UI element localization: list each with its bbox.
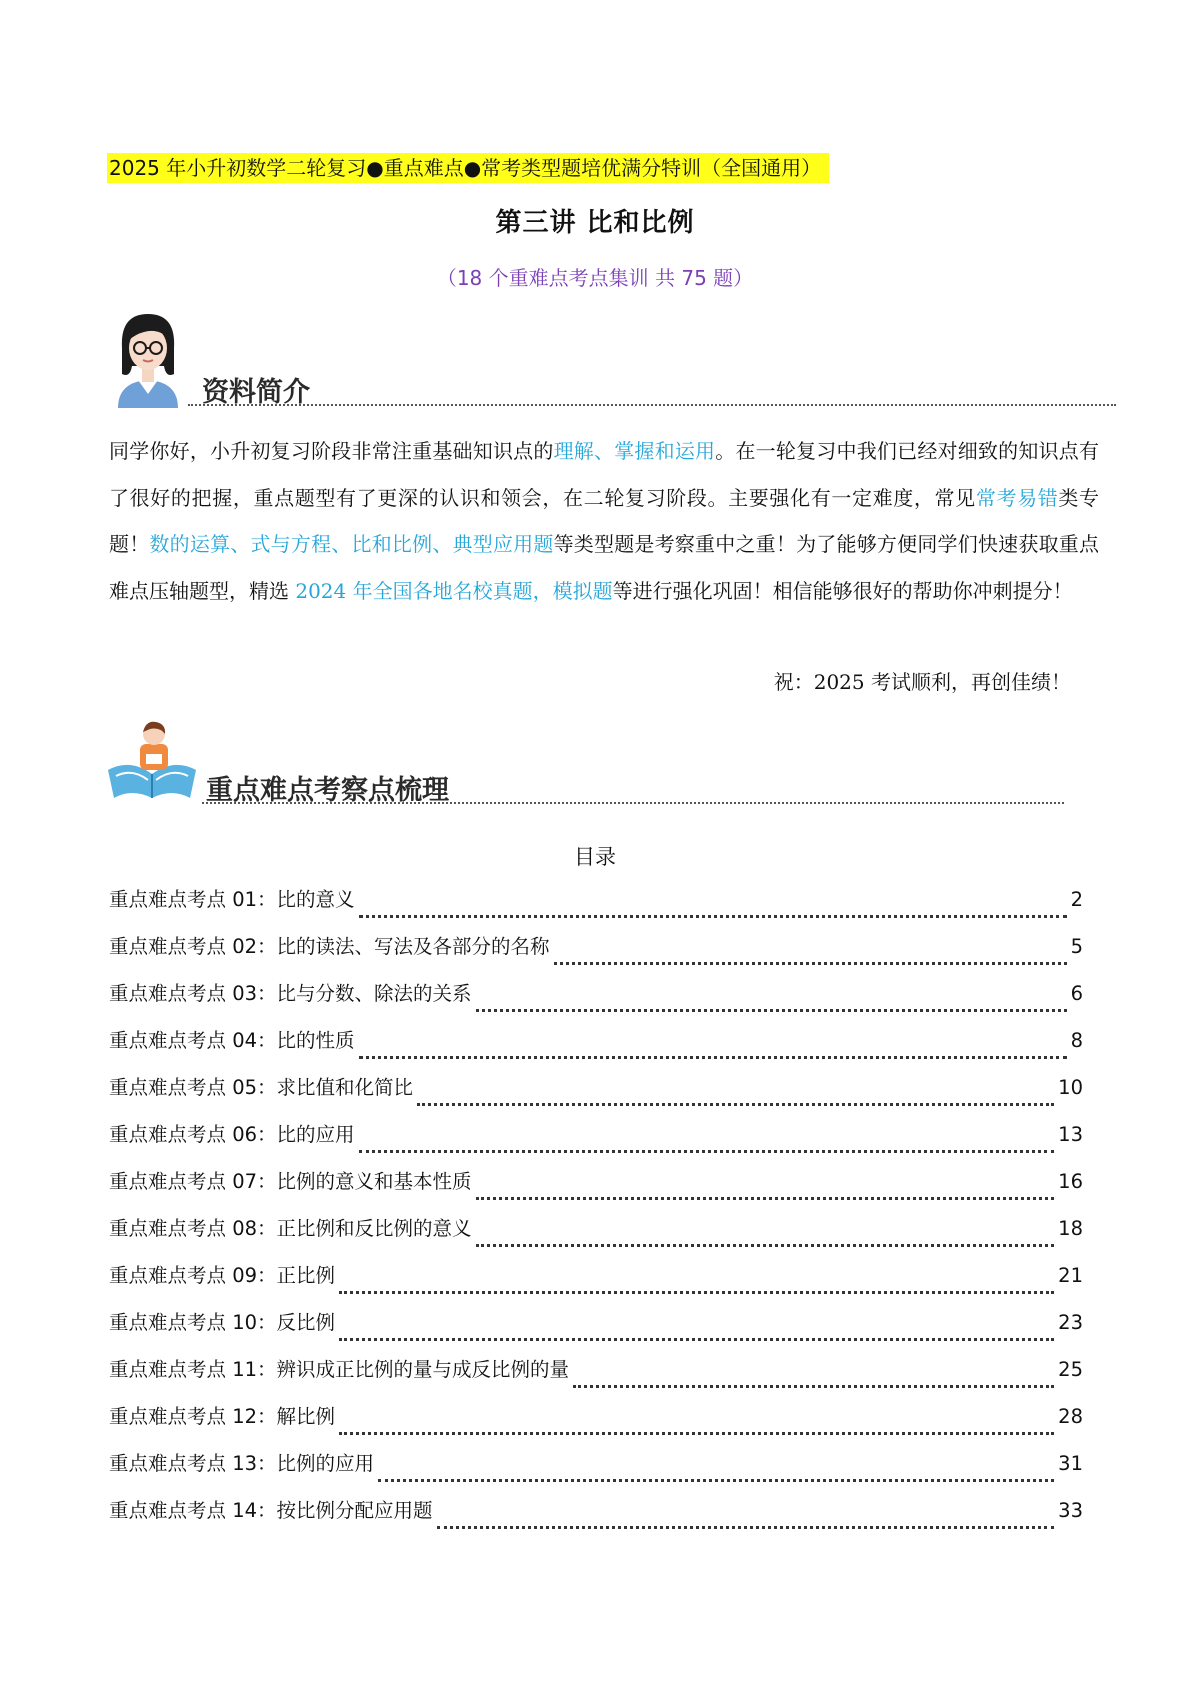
toc-entry[interactable]: [109, 1213, 1083, 1260]
toc-entry-label: 重点难点考点 14：按比例分配应用题: [109, 1499, 433, 1522]
toc-entry-label: 重点难点考点 12：解比例: [109, 1405, 336, 1428]
toc-entry-page: 10: [1058, 1076, 1083, 1099]
toc-entry-label: 重点难点考点 08：正比例和反比例的意义: [109, 1217, 472, 1240]
toc-entry-page: 25: [1058, 1358, 1083, 1381]
closing-wish: 祝：2025 考试顺利，再创佳绩！: [773, 670, 1071, 694]
lecture-subtitle: （18 个重难点考点集训 共 75 题）: [436, 266, 754, 290]
highlight-text: 理解、掌握和运用: [553, 439, 716, 463]
toc-leader-dots: [417, 1102, 1054, 1106]
toc-entry-label: 重点难点考点 05：求比值和化简比: [109, 1076, 414, 1099]
toc-entry-page: 31: [1058, 1452, 1083, 1475]
toc-leader-dots: [359, 914, 1067, 918]
toc-entry-page: 16: [1058, 1170, 1083, 1193]
toc-leader-dots: [339, 1431, 1054, 1435]
teacher-avatar-icon: [108, 308, 188, 408]
toc-entry-page: 2: [1070, 888, 1083, 911]
lecture-title: 第三讲 比和比例: [495, 208, 695, 238]
toc-entry-page: 13: [1058, 1123, 1083, 1146]
toc-entry-label: 重点难点考点 13：比例的应用: [109, 1452, 375, 1475]
toc-entry-page: 18: [1058, 1217, 1083, 1240]
toc-entry[interactable]: [109, 1495, 1083, 1542]
toc-entry[interactable]: [109, 1119, 1083, 1166]
toc-leader-dots: [339, 1290, 1054, 1294]
toc-entry-page: 28: [1058, 1405, 1083, 1428]
toc-entry[interactable]: [109, 1448, 1083, 1495]
toc-entry[interactable]: [109, 1307, 1083, 1354]
toc-entry[interactable]: [109, 1401, 1083, 1448]
toc-entry-label: 重点难点考点 04：比的性质: [109, 1029, 355, 1052]
toc-entry-page: 21: [1058, 1264, 1083, 1287]
highlight-text: 常考易错: [975, 485, 1059, 510]
toc-leader-dots: [359, 1149, 1055, 1153]
paragraph-text: 同学你好，小升初复习阶段非常注重基础知识点的: [109, 439, 554, 463]
toc-leader-dots: [573, 1384, 1054, 1388]
intro-heading: 资料简介: [202, 377, 310, 408]
toc-leader-dots: [554, 961, 1067, 965]
paragraph-text: 类专题！: [109, 485, 1100, 556]
toc-title: 目录: [574, 845, 616, 869]
toc-entry[interactable]: [109, 1260, 1083, 1307]
highlight-text: 2024 年全国各地名校真题，模拟题: [295, 578, 613, 603]
toc-entry-label: 重点难点考点 01：比的意义: [109, 888, 355, 911]
intro-heading-rule: [188, 404, 1116, 406]
toc-entry-page: 6: [1070, 982, 1083, 1005]
toc-leader-dots: [476, 1008, 1067, 1012]
toc-leader-dots: [437, 1525, 1055, 1529]
toc-entry-label: 重点难点考点 02：比的读法、写法及各部分的名称: [109, 935, 550, 958]
intro-paragraph: [109, 428, 1099, 614]
toc-entry[interactable]: [109, 1354, 1083, 1401]
series-banner: 2025 年小升初数学二轮复习●重点难点●常考类型题培优满分特训（全国通用）: [107, 153, 829, 183]
toc-entry[interactable]: [109, 978, 1083, 1025]
toc-entry-label: 重点难点考点 10：反比例: [109, 1311, 336, 1334]
toc-leader-dots: [476, 1196, 1055, 1200]
review-heading-rule: [202, 802, 1064, 804]
toc-entry-page: 8: [1070, 1029, 1083, 1052]
toc-entry[interactable]: [109, 884, 1083, 931]
toc-entry-label: 重点难点考点 07：比例的意义和基本性质: [109, 1170, 472, 1193]
toc-entry[interactable]: [109, 1166, 1083, 1213]
toc-entry-label: 重点难点考点 09：正比例: [109, 1264, 336, 1287]
paragraph-text: 。在一轮复习中我们已经对细致的知识点有了很好的把握，重点题型有了更深的认识和领会，在二轮复习阶段。主要强化有一定难度，常见: [109, 439, 1100, 510]
highlight-text: 数的运算、式与方程、比和比例、典型应用题: [149, 532, 554, 556]
toc-entry-page: 23: [1058, 1311, 1083, 1334]
toc-entry-label: 重点难点考点 03：比与分数、除法的关系: [109, 982, 472, 1005]
toc-entry-label: 重点难点考点 11：辨识成正比例的量与成反比例的量: [109, 1358, 570, 1381]
paragraph-text: 等进行强化巩固！相信能够很好的帮助你冲刺提分！: [612, 578, 1073, 603]
toc-entry[interactable]: [109, 1025, 1083, 1072]
toc-leader-dots: [476, 1243, 1055, 1247]
toc-leader-dots: [359, 1055, 1067, 1059]
reading-student-book-icon: [106, 718, 198, 800]
toc-entry-label: 重点难点考点 06：比的应用: [109, 1123, 355, 1146]
toc-entry-page: 5: [1070, 935, 1083, 958]
review-heading: 重点难点考察点梳理: [206, 775, 449, 806]
toc-entry[interactable]: [109, 931, 1083, 978]
toc-leader-dots: [339, 1337, 1054, 1341]
toc-entry-page: 33: [1058, 1499, 1083, 1522]
paragraph-text: 等类型题是考察重中之重！为了能够方便同学们快速获取重点难点压轴题型，精选: [109, 532, 1100, 603]
table-of-contents: [109, 884, 1083, 1542]
toc-leader-dots: [378, 1478, 1054, 1482]
toc-entry[interactable]: [109, 1072, 1083, 1119]
